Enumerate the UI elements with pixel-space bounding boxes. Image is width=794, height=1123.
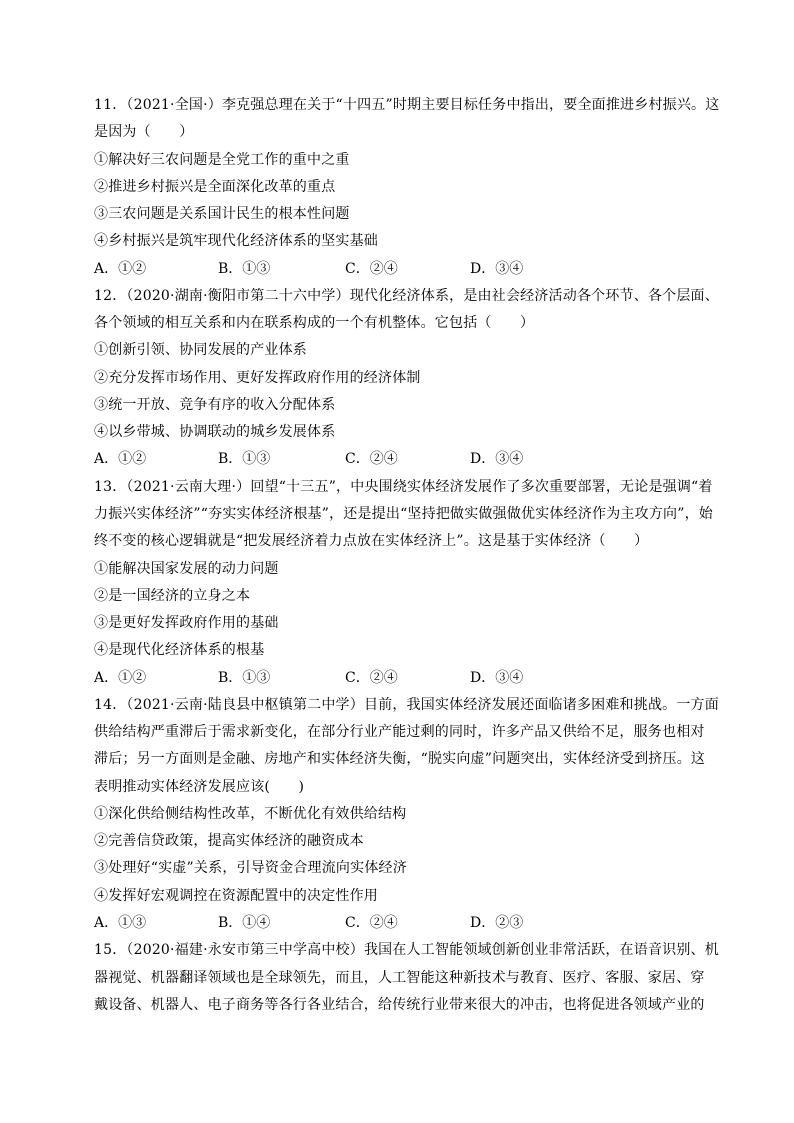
answer-options: [94, 910, 706, 937]
question-stem-line: 滞后；另一方面则是金融、房地产和实体经济失衡，“脱实向虚”问题突出，实体经济受到挤压。这: [94, 751, 706, 768]
option-d: D．②③: [470, 914, 524, 931]
option-b: B．①③: [218, 669, 271, 686]
question-14: [94, 692, 719, 937]
option-a: A．①②: [94, 451, 147, 468]
question-stem-line: 15．（2020·福建·永安市第三中学高中校）我国在人工智能领域创新创业非常活跃，在语音识别、机: [94, 942, 719, 959]
question-stem-line: 戴设备、机器人、电子商务等各行各业结合，给传统行业带来很大的冲击，也将促进各领域产业的: [94, 996, 705, 1013]
option-c: C．②④: [345, 260, 398, 277]
statement-2: ②推进乡村振兴是全面深化改革的重点: [94, 178, 336, 195]
statement-3: ③统一开放、竞争有序的收入分配体系: [94, 396, 336, 413]
option-b: B．①④: [218, 914, 271, 931]
option-d: D．③④: [470, 260, 524, 277]
question-stem-line: 11．（2021·全国·）李克强总理在关于“十四五”时期主要目标任务中指出，要全面推进乡村振兴。这: [94, 97, 720, 113]
statement-1: ①能解决国家发展的动力问题: [94, 560, 279, 577]
question-11: [94, 92, 720, 283]
question-stem-line: 各个领域的相互关系和内在联系构成的一个有机整体。它包括（ ）: [94, 315, 535, 332]
question-stem-line: 供给结构严重滞后于需求新变化，在部分行业产能过剩的同时，许多产品又供给不足，服务也相对: [94, 724, 705, 741]
statement-3: ③是更好发挥政府作用的基础: [94, 615, 279, 632]
statement-1: ①深化供给侧结构性改革，不断优化有效供给结构: [94, 805, 407, 822]
question-stem-line: 终不变的核心逻辑就是“把发展经济着力点放在实体经济上”。这是基于实体经济（ ）: [94, 533, 649, 550]
option-c: C．②④: [345, 451, 398, 468]
question-12: [94, 283, 719, 474]
question-15: [94, 937, 719, 1019]
question-13: [94, 474, 713, 692]
option-a: A．①③: [94, 914, 147, 931]
question-stem-line: 13．（2021·云南大理·）回望“十三五”，中央围绕实体经济发展作了多次重要部署，无论是强调“着: [94, 478, 713, 495]
document-page: [94, 92, 720, 1019]
option-d: D．③④: [470, 451, 524, 468]
option-b: B．①③: [218, 260, 271, 277]
answer-options: [94, 256, 706, 283]
statement-2: ②完善信贷政策，提高实体经济的融资成本: [94, 833, 364, 850]
question-stem-line: 是因为（ ）: [94, 124, 194, 141]
statement-1: ①解决好三农问题是全党工作的重中之重: [94, 151, 350, 168]
statement-1: ①创新引领、协同发展的产业体系: [94, 342, 307, 359]
option-a: A．①②: [94, 260, 147, 277]
statement-4: ④乡村振兴是筑牢现代化经济体系的坚实基础: [94, 233, 378, 250]
statement-3: ③处理好“实虚”关系，引导资金合理流向实体经济: [94, 860, 407, 877]
question-stem-line: 14．（2021·云南·陆良县中枢镇第二中学）目前，我国实体经济发展还面临诸多困难和挑战。一方面: [94, 696, 719, 713]
statement-2: ②是一国经济的立身之本: [94, 587, 251, 604]
statement-4: ④以乡带城、协调联动的城乡发展体系: [94, 424, 336, 441]
statement-4: ④是现代化经济体系的根基: [94, 642, 265, 659]
option-a: A．①②: [94, 669, 147, 686]
option-d: D．③④: [470, 669, 524, 686]
question-stem-line: 力振兴实体经济”“夯实实体经济根基”，还是提出“坚持把做实做强做优实体经济作为主攻方向”，始: [94, 505, 713, 522]
statement-3: ③三农问题是关系国计民生的根本性问题: [94, 206, 350, 223]
question-stem-line: 表明推动实体经济发展应该( ): [94, 778, 305, 795]
question-stem-line: 12．（2020·湖南·衡阳市第二十六中学）现代化经济体系，是由社会经济活动各个环节、各个层面、: [94, 287, 719, 304]
answer-options: [94, 446, 706, 473]
statement-4: ④发挥好宏观调控在资源配置中的决定性作用: [94, 887, 378, 904]
question-stem-line: 器视觉、机器翻译领域也是全球领先，而且，人工智能这种新技术与教育、医疗、客服、家居、穿: [94, 969, 705, 986]
option-b: B．①③: [218, 451, 271, 468]
option-c: C．②④: [345, 669, 398, 686]
option-c: C．②④: [345, 914, 398, 931]
answer-options: [94, 665, 706, 692]
statement-2: ②充分发挥市场作用、更好发挥政府作用的经济体制: [94, 369, 421, 386]
